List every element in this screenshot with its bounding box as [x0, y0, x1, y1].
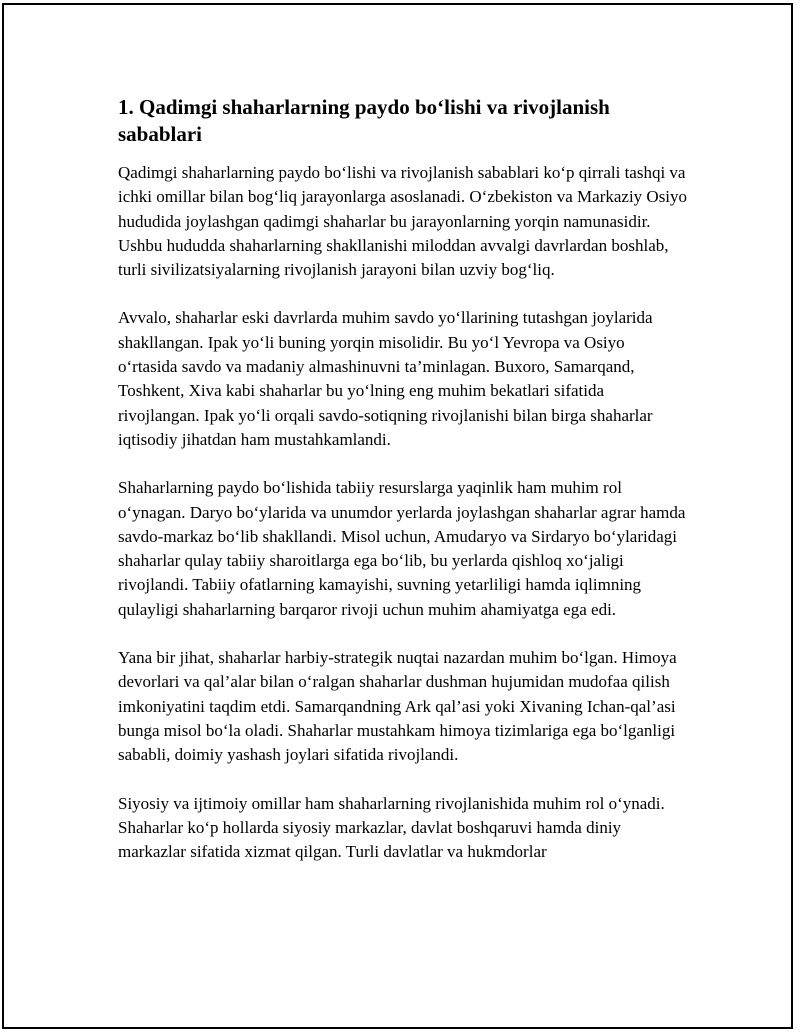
paragraph-1: Qadimgi shaharlarning paydo bo‘lishi va rivojlanish sabablari ko‘p qirrali tashqi va ichki omillar bilan bog‘liq jarayonlarga asoslanadi. O‘zbekiston va Markaziy Osiyo hududida joylashgan qadimgi shaharlar bu jarayonlarning yorqin namunasidir. Ushbu hududda shaharlarning shakllanishi miloddan avvalgi davrlardan boshlab, turli sivilizatsiyalarning rivojlanish jarayoni bilan uzviy bog‘liq. — [118, 163, 688, 280]
document-body — [118, 94, 688, 888]
paragraph-5: Siyosiy va ijtimoiy omillar ham shaharlarning rivojlanishida muhim rol o‘ynadi. Shaharlar ko‘p hollarda siyosiy markazlar, davlat boshqaruvi hamda diniy markazlar sifatida xizmat qilgan. Turli davlatlar va hukmdorlar — [118, 793, 665, 862]
section-heading: 1. Qadimgi shaharlarning paydo bo‘lishi va rivojlanish sabablari — [118, 95, 610, 146]
paragraph-2: Avvalo, shaharlar eski davrlarda muhim savdo yo‘llarining tutashgan joylarida shakllangan. Ipak yo‘li buning yorqin misolidir. Bu yo‘l Yevropa va Osiyo o‘rtasida savdo va madaniy almashinuvni ta’minlagan. Buxoro, Samarqand, Toshkent, Xiva kabi shaharlar bu yo‘lning eng muhim bekatlari sifatida rivojlangan. Ipak yo‘li orqali savdo-sotiqning rivojlanishi bilan birga shaharlar iqtisodiy jihatdan ham mustahkamlandi. — [118, 308, 653, 449]
paragraph-3: Shaharlarning paydo bo‘lishida tabiiy resurslarga yaqinlik ham muhim rol o‘ynagan. Daryo bo‘ylarida va unumdor yerlarda joylashgan shaharlar agrar hamda savdo-markaz bo‘lib shakllandi. Misol uchun, Amudaryo va Sirdaryo bo‘ylaridagi shaharlar qulay tabiiy sharoitlarga ega bo‘lib, bu yerlarda qishloq xo‘jaligi rivojlandi. Tabiiy ofatlarning kamayishi, suvning yetarliligi hamda iqlimning qulayligi shaharlarning barqaror rivoji uchun muhim ahamiyatga ega edi. — [118, 478, 686, 619]
paragraph-4: Yana bir jihat, shaharlar harbiy-strategik nuqtai nazardan muhim bo‘lgan. Himoya devorlari va qal’alar bilan o‘ralgan shaharlar dushman hujumidan mudofaa qilish imkoniyatini taqdim etdi. Samarqandning Ark qal’asi yoki Xivaning Ichan-qal’asi bunga misol bo‘la oladi. Shaharlar mustahkam himoya tizimlariga ega bo‘lganligi sababli, doimiy yashash joylari sifatida rivojlandi. — [118, 648, 677, 765]
